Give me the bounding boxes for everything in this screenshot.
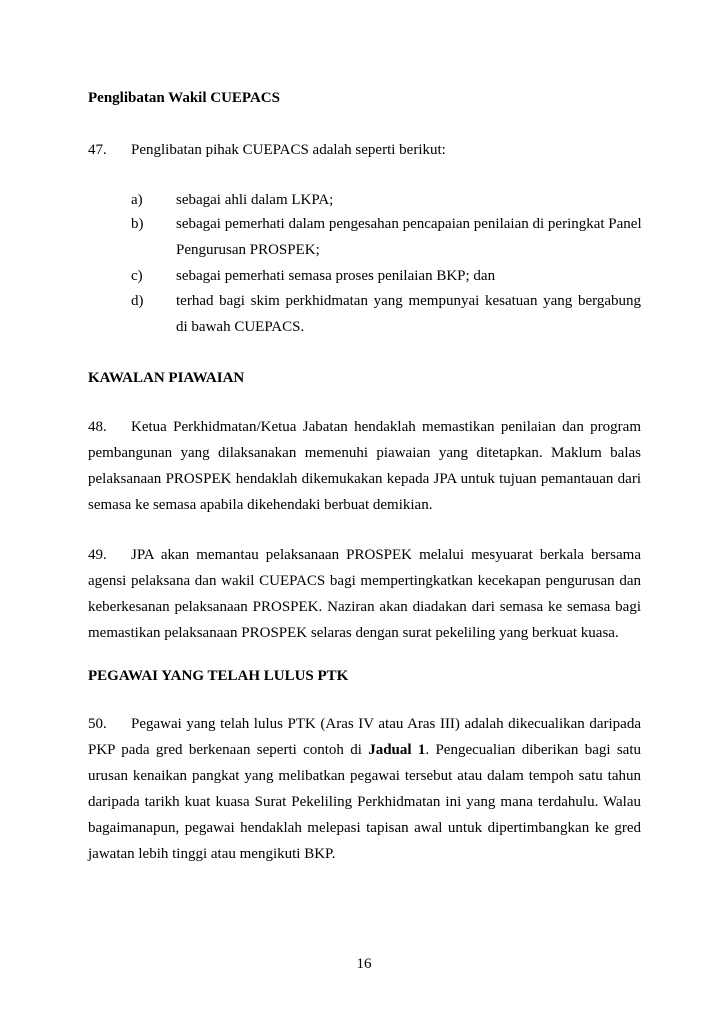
paragraph-48-line: semasa ke semasa apabila dikehendaki berbuat demikian. [88, 497, 433, 513]
list-item-label-d: d) [131, 293, 144, 309]
paragraph-50-line: urusan kenaikan pangkat yang melibatkan pegawai tersebut atau dalam tempoh satu tahun [88, 768, 641, 784]
page-number: 16 [356, 956, 372, 972]
paragraph-50-line: bagaimanapun, pegawai hendaklah melepasi tapisan awal untuk dipertimbangkan ke gred [88, 820, 641, 836]
section-heading-penglibatan: Penglibatan Wakil CUEPACS [88, 90, 280, 106]
paragraph-49-line: memastikan pelaksanaan PROSPEK selaras dengan surat pekeliling yang berkuat kuasa. [88, 625, 619, 641]
paragraph-50-text: . Pengecualian diberikan bagi satu [425, 742, 641, 758]
list-item-text-c: sebagai pemerhati semasa proses penilaian BKP; dan [176, 268, 496, 284]
list-item-label-a: a) [131, 192, 143, 208]
paragraph-48-line: Ketua Perkhidmatan/Ketua Jabatan hendaklah memastikan penilaian dan program [131, 419, 641, 435]
table-reference-jadual-1: Jadual 1 [368, 742, 426, 758]
paragraph-number-48: 48. [88, 419, 107, 435]
paragraph-50-line: jawatan lebih tinggi atau mengikuti BKP. [88, 846, 336, 862]
section-heading-kawalan-piawaian: KAWALAN PIAWAIAN [88, 370, 245, 386]
paragraph-48-line: pelaksanaan PROSPEK hendaklah dikemukakan kepada JPA untuk tujuan pemantauan dari [88, 471, 641, 487]
list-item-label-c: c) [131, 268, 143, 284]
paragraph-50-text: PKP pada gred berkenaan seperti contoh di [88, 742, 369, 758]
paragraph-number-47: 47. [88, 142, 107, 158]
paragraph-47-text: Penglibatan pihak CUEPACS adalah seperti berikut: [131, 142, 446, 158]
list-item-text-b-line1: sebagai pemerhati dalam pengesahan pencapaian penilaian di peringkat Panel [176, 216, 642, 232]
list-item-text-d-line2: di bawah CUEPACS. [176, 319, 305, 335]
paragraph-50-line: daripada tarikh kuat kuasa Surat Pekeliling Perkhidmatan ini yang mana terdahulu. Walau [88, 794, 641, 810]
list-item-text-a: sebagai ahli dalam LKPA; [176, 192, 334, 208]
list-item-text-b-line2: Pengurusan PROSPEK; [176, 242, 320, 258]
paragraph-49-line: JPA akan memantau pelaksanaan PROSPEK melalui mesyuarat berkala bersama [131, 547, 641, 563]
section-heading-pegawai-lulus-ptk: PEGAWAI YANG TELAH LULUS PTK [88, 668, 349, 684]
list-item-label-b: b) [131, 216, 144, 232]
list-item-text-d-line1: terhad bagi skim perkhidmatan yang mempunyai kesatuan yang bergabung [176, 293, 641, 309]
paragraph-48-line: pembangunan yang dilaksanakan memenuhi piawaian yang ditetapkan. Maklum balas [88, 445, 641, 461]
paragraph-number-49: 49. [88, 547, 107, 563]
paragraph-50-line-with-reference [88, 742, 641, 759]
paragraph-49-line: agensi pelaksana dan wakil CUEPACS bagi mempertingkatkan kecekapan pengurusan dan [88, 573, 641, 589]
paragraph-49-line: keberkesanan pelaksanaan PROSPEK. Naziran akan diadakan dari semasa ke semasa bagi [88, 599, 641, 615]
paragraph-50-line: Pegawai yang telah lulus PTK (Aras IV atau Aras III) adalah dikecualikan daripada [131, 716, 641, 732]
paragraph-number-50: 50. [88, 716, 107, 732]
